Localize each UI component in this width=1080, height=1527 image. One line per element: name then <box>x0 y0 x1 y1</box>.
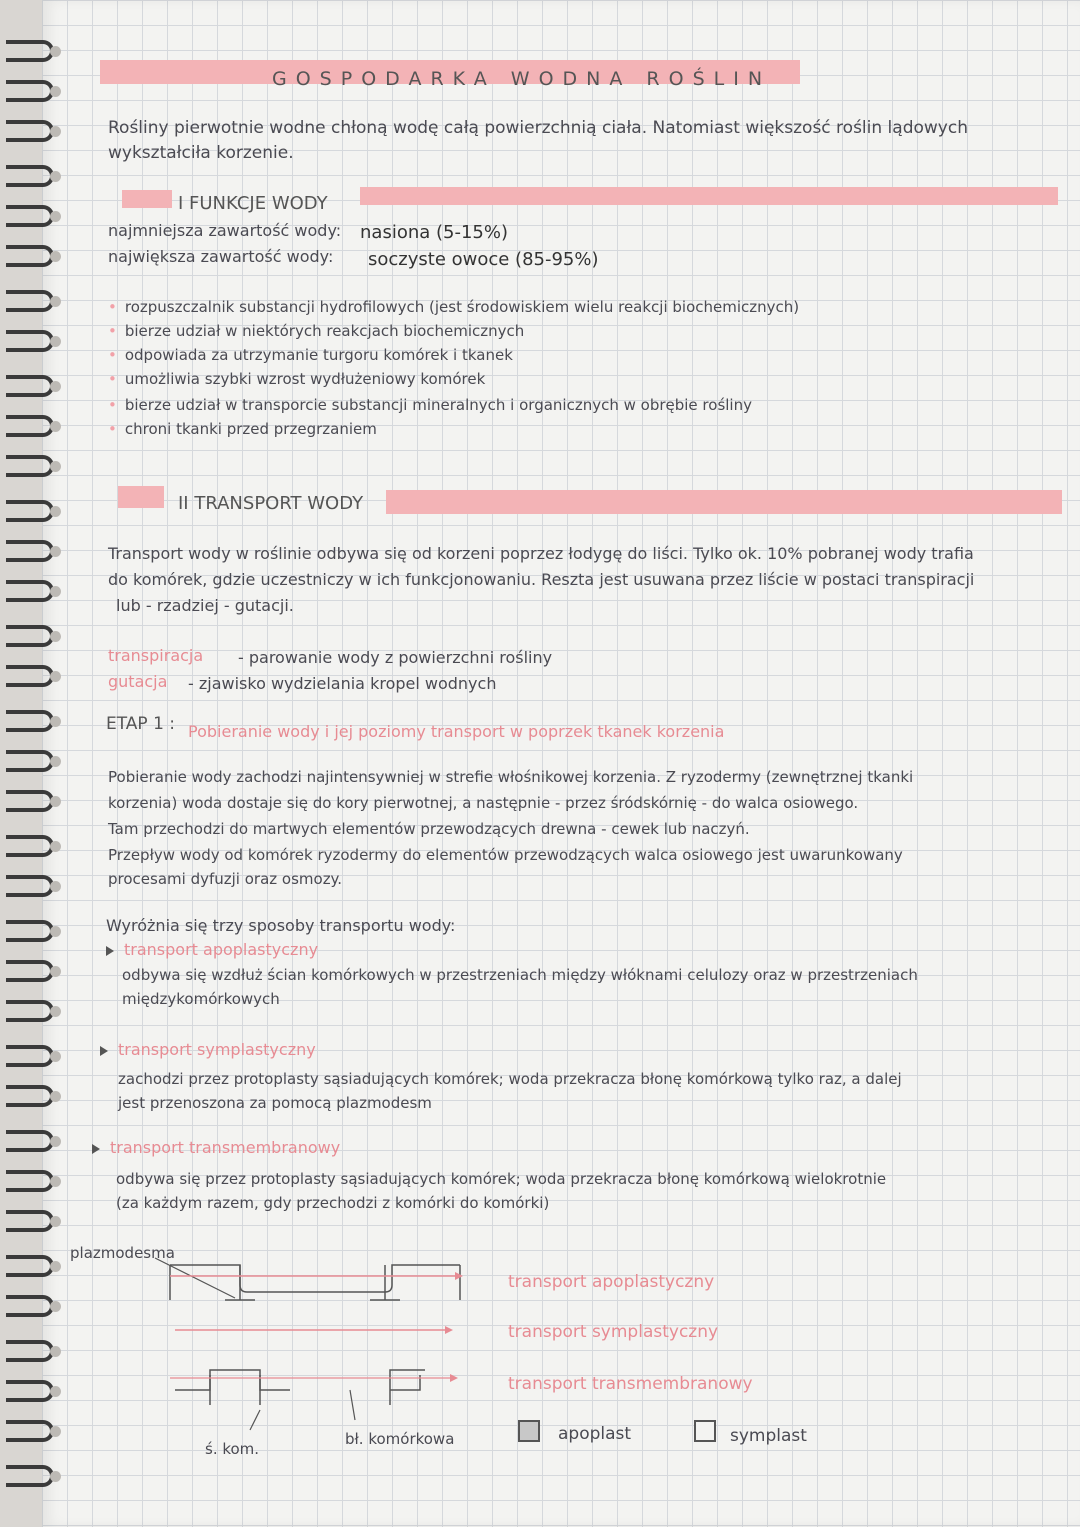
way-symplastic-name: transport symplastyczny <box>100 1040 316 1059</box>
apoplast-swatch <box>518 1420 540 1442</box>
function-item: • rozpuszczalnik substancji hydrofilowych (jest środowiskiem wielu reakcji biochemicznych) <box>108 298 799 316</box>
way-symplastic-text-1: zachodzi przez protoplasty sąsiadujących komórek; woda przekracza błonę komórkową tylko raz, a dalej <box>118 1070 902 1088</box>
section2-highlight-right <box>386 490 1062 514</box>
section1-highlight-left <box>122 190 172 208</box>
way-apoplastic-text-1: odbywa się wzdłuż ścian komórkowych w przestrzeniach między włóknami celulozy oraz w przestrzeniach <box>122 966 918 984</box>
section2-heading: II TRANSPORT WODY <box>178 493 364 514</box>
max-water-label: największa zawartość wody: <box>108 247 334 266</box>
section2-highlight-left <box>118 486 164 508</box>
stage-para-5: procesami dyfuzji oraz osmozy. <box>108 870 343 888</box>
function-item: • umożliwia szybki wzrost wydłużeniowy komórek <box>108 370 485 388</box>
min-water-label: najmniejsza zawartość wody: <box>108 221 342 240</box>
function-item: • chroni tkanki przed przegrzaniem <box>108 420 377 438</box>
guttation-def: - zjawisko wydzielania kropel wodnych <box>188 674 497 693</box>
spiral-binding <box>0 0 70 1527</box>
legend-apoplastic: transport apoplastyczny <box>508 1272 715 1292</box>
apoplastic-path <box>170 1265 460 1300</box>
function-item: • bierze udział w niektórych reakcjach biochemicznych <box>108 322 524 340</box>
min-water-value: nasiona (5-15%) <box>360 222 508 243</box>
transpiration-def: - parowanie wody z powierzchni rośliny <box>238 648 553 667</box>
function-item: • odpowiada za utrzymanie turgoru komórek i tkanek <box>108 346 513 364</box>
intro-line-1: Rośliny pierwotnie wodne chłoną wodę całą powierzchnią ciała. Natomiast większość roślin lądowych <box>108 118 968 138</box>
section1-heading: I FUNKCJE WODY <box>178 193 328 214</box>
stage-para-1: Pobieranie wody zachodzi najintensywniej w strefie włośnikowej korzenia. Z ryzodermy (zewnętrznej tkanki <box>108 768 914 786</box>
guttation-term: gutacja <box>108 672 168 691</box>
plasmodesma-pointer <box>155 1258 235 1298</box>
cell-wall-label: ś. kom. <box>205 1440 260 1458</box>
way-symplastic-text-2: jest przenoszona za pomocą plazmodesm <box>118 1094 432 1112</box>
transport-para-3: lub - rzadziej - gutacji. <box>116 596 294 615</box>
apoplast-key: apoplast <box>558 1424 632 1444</box>
way-transmembrane-text-2: (za każdym razem, gdy przechodzi z komórki do komórki) <box>116 1194 550 1212</box>
stage-title: Pobieranie wody i jej poziomy transport w poprzek tkanek korzenia <box>188 722 725 741</box>
legend-symplastic: transport symplastyczny <box>508 1322 719 1342</box>
transport-para-2: do komórek, gdzie uczestniczy w ich funkcjonowaniu. Reszta jest usuwana przez liście w postaci transpiracji <box>108 570 975 589</box>
max-water-value: soczyste owoce (85-95%) <box>368 249 599 270</box>
legend-transmembrane: transport transmembranowy <box>508 1374 753 1394</box>
transmembrane-path <box>175 1370 425 1405</box>
way-transmembrane-name: transport transmembranowy <box>92 1138 340 1157</box>
stage-para-3: Tam przechodzi do martwych elementów przewodzących drewna - cewek lub naczyń. <box>108 820 750 838</box>
stage-para-2: korzenia) woda dostaje się do kory pierwotnej, a następnie - przez śródskórnię - do walca osiowego. <box>108 794 859 812</box>
symplast-key: symplast <box>730 1426 807 1446</box>
cell-membrane-label: bł. komórkowa <box>345 1430 455 1448</box>
section1-highlight-right <box>360 187 1058 205</box>
plasmodesma-label: plazmodesma <box>70 1244 175 1262</box>
transpiration-term: transpiracja <box>108 646 204 665</box>
transport-para-1: Transport wody w roślinie odbywa się od korzeni poprzez łodygę do liści. Tylko ok. 10% pobranej wody trafia <box>108 544 974 563</box>
symplast-swatch <box>694 1420 716 1442</box>
ways-intro: Wyróżnia się trzy sposoby transportu wody: <box>106 916 456 935</box>
way-apoplastic-text-2: międzykomórkowych <box>122 990 280 1008</box>
way-transmembrane-text-1: odbywa się przez protoplasty sąsiadujących komórek; woda przekracza błonę komórkową wielokrotnie <box>116 1170 887 1188</box>
way-apoplastic-name: transport apoplastyczny <box>106 940 318 959</box>
page-title: GOSPODARKA WODNA ROŚLIN <box>272 68 772 90</box>
transport-diagram <box>150 1250 480 1440</box>
function-item: • bierze udział w transporcie substancji mineralnych i organicznych w obrębie rośliny <box>108 396 752 414</box>
stage-label: ETAP 1 : <box>106 714 176 734</box>
intro-line-2: wykształciła korzenie. <box>108 143 294 163</box>
stage-para-4: Przepływ wody od komórek ryzodermy do elementów przewodzących walca osiowego jest uwarunkowany <box>108 846 903 864</box>
